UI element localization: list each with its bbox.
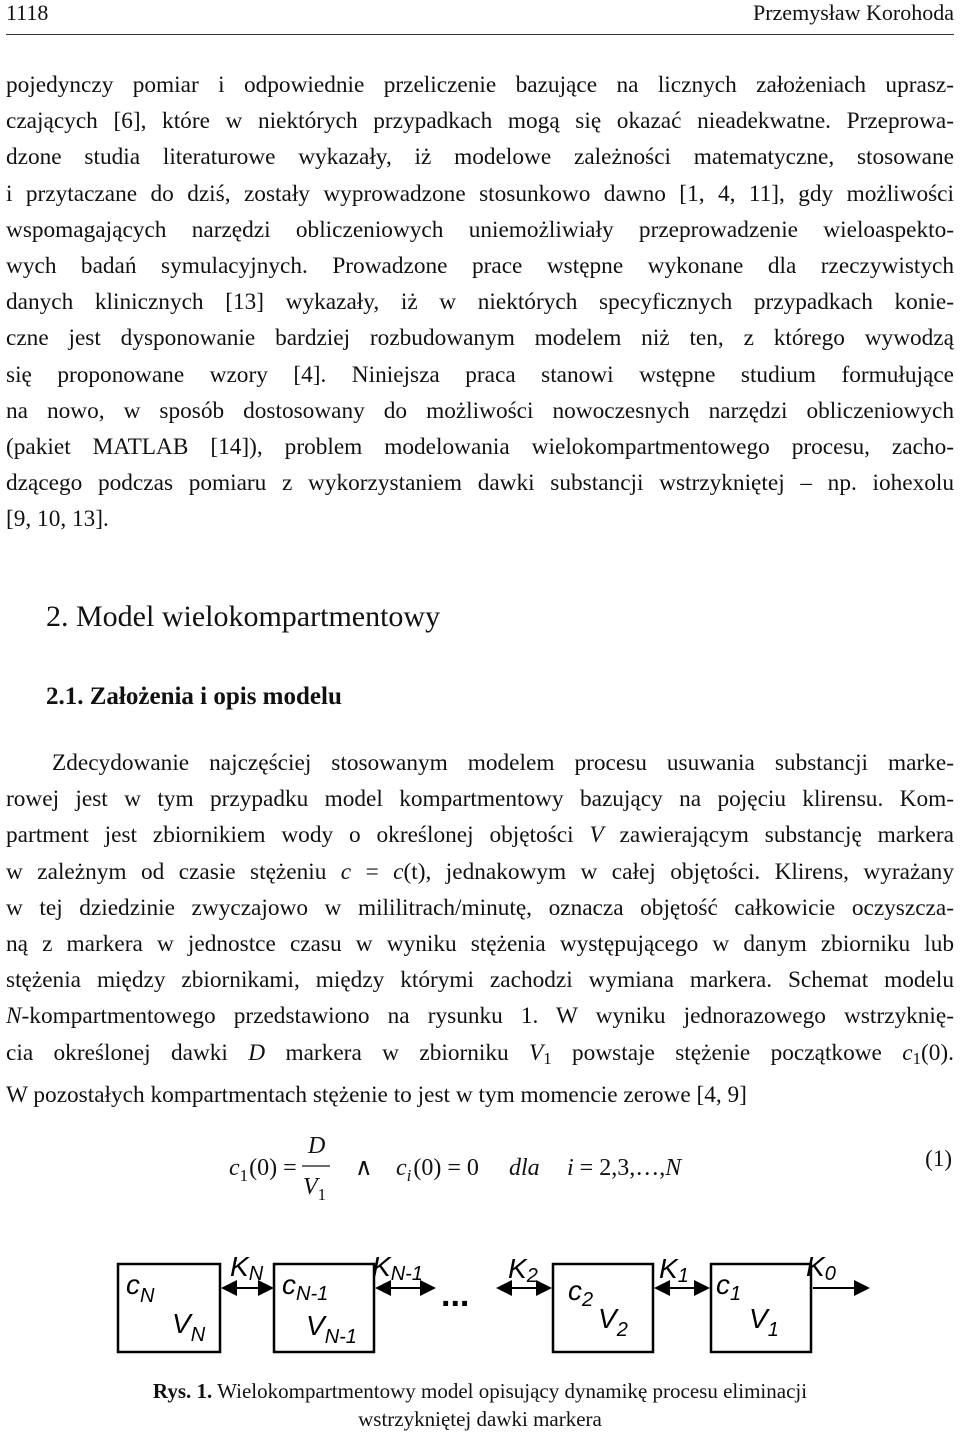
text-run: -kompartmentowego przedstawiono na rysunku 1. W wyniku jednorazowego wstrzyknię- (21, 1003, 954, 1030)
text-line: [9, 10, 13]. (6, 506, 109, 533)
model-description-paragraph (6, 745, 954, 1113)
label-main: K (230, 1251, 249, 1282)
caption-line (0, 1377, 960, 1405)
text-line: (pakiet MATLAB [14]), problem modelowania wielokompartmentowego procesu, zacho- (6, 434, 954, 461)
running-author: Przemysław Korohoda (752, 0, 954, 25)
label-main: K (806, 1251, 825, 1282)
text-run: = (351, 858, 394, 885)
text-line: danych klinicznych [13] wykazały, iż w niektórych specyficznych przypadkach konie- (6, 289, 954, 316)
label-sub: 2 (616, 1319, 628, 1341)
text-line: w tej dziedzinie zwyczajowo w mililitrach/minutę, oznacza objętość całkowicie oczyszcza- (6, 894, 954, 921)
concentration-label (282, 1269, 328, 1305)
eq-lhs (229, 1155, 297, 1185)
eq-i: i (567, 1155, 574, 1181)
flow-label (659, 1253, 689, 1287)
text-line (6, 854, 954, 890)
eq-denominator (303, 1174, 326, 1204)
eq-n: N (665, 1155, 682, 1181)
text-line: dzącego podczas pomiaru z wykorzystaniem dawki substancji wstrzykniętej – np. iohexolu (6, 470, 954, 497)
variable-c: c (393, 858, 404, 885)
variable-n: N (6, 1003, 22, 1030)
flow-label (508, 1253, 538, 1287)
label-main: K (372, 1251, 391, 1282)
eq-wedge: ∧ (355, 1155, 373, 1181)
subsection-heading: 2.1. Założenia i opis modelu (46, 683, 342, 710)
eq-arg: (0) = 0 (413, 1155, 479, 1181)
eq-v: V (303, 1174, 318, 1200)
eq-c: c (396, 1155, 407, 1181)
caption-text: Wielokompartmentowy model opisujący dynamikę procesu eliminacji (212, 1379, 808, 1403)
text-line (6, 817, 954, 853)
caption-line: wstrzykniętej dawki markera (358, 1407, 602, 1431)
text-line: stężenia między zbiornikami, między którymi zachodzi wymiana markera. Schemat modelu (6, 967, 954, 994)
text-run: powstaje stężenie początkowe (551, 1039, 903, 1066)
page-number: 1118 (6, 0, 49, 25)
eq-c: c (229, 1155, 240, 1181)
label-sub: N (248, 1263, 264, 1285)
flow-label (372, 1251, 423, 1285)
text-line (6, 1035, 954, 1077)
label-sub: N (140, 1285, 155, 1307)
flow-label (230, 1251, 264, 1285)
text-line: wspomagających narzędzi obliczeniowych uniemożliwiały przeprowadzenie wieloaspekto- (6, 216, 954, 243)
volume-label (749, 1303, 779, 1341)
text-run: cia określonej dawki (6, 1039, 249, 1066)
eq-range (567, 1155, 683, 1181)
subscript: 1 (543, 1048, 552, 1068)
text-line: Zdecydowanie najczęściej stosowanym modelem procesu usuwania substancji marke- (52, 750, 954, 776)
text-line: czających [6], które w niektórych przypadkach mogą się okazać nieadekwatne. Przeprowa- (6, 108, 954, 135)
label-main: c (282, 1269, 296, 1300)
volume-label (306, 1310, 357, 1348)
label-main: V (749, 1303, 768, 1334)
text-line: rowej jest w tym przypadku model kompartmentowy bazujący na pojęciu klirensu. Kom- (6, 786, 954, 813)
eq-sub: 1 (239, 1166, 249, 1185)
variable-d: D (248, 1039, 266, 1066)
concentration-label (126, 1269, 155, 1307)
variable-v: V (529, 1039, 544, 1066)
caption-label: Rys. 1. (152, 1379, 213, 1403)
section-heading: 2. Model wielokompartmentowy (46, 600, 441, 633)
text-line: na nowo, w sposób dostosowany do możliwości nowoczesnych narzędzi obliczeniowych (6, 397, 954, 424)
text-line: W pozostałych kompartmentach stężenie to jest w tym momencie zerowe [4, 9] (6, 1082, 747, 1109)
subscript: 1 (912, 1048, 921, 1068)
text-run: markera w zbiorniku (265, 1039, 530, 1066)
intro-paragraph (6, 67, 954, 538)
label-sub: N-1 (296, 1283, 329, 1305)
text-line (6, 998, 954, 1034)
eq-dla: dla (509, 1155, 540, 1181)
text-run: (0). (921, 1039, 954, 1066)
eq-range-values: = 2,3,…, (573, 1155, 666, 1181)
variable-c: c (340, 858, 352, 885)
eq-ci (396, 1155, 479, 1185)
text-line: ną z markera w jednostce czasu w wyniku stężenia występującego w danym zbiorniku lub (6, 931, 954, 958)
compartment-diagram (116, 1248, 876, 1358)
flow-label (806, 1251, 836, 1285)
label-main: V (598, 1303, 617, 1334)
eq-sub: i (406, 1166, 412, 1185)
text-run: (t) (403, 858, 426, 885)
label-main: K (659, 1253, 678, 1284)
page-header (6, 0, 954, 35)
label-sub: 1 (677, 1265, 689, 1287)
volume-label (598, 1303, 628, 1341)
variable-c: c (902, 1039, 913, 1066)
text-line: wych badań symulacyjnych. Prowadzone prace wstępne wykonane dla rzeczywistych (6, 253, 954, 280)
label-sub: 2 (526, 1265, 538, 1287)
label-main: c (716, 1269, 730, 1300)
text-line: się proponowane wzory [4]. Niniejsza praca stanowi wstępne studium formułujące (6, 361, 954, 388)
equation-1 (0, 1130, 960, 1210)
label-sub: 1 (767, 1319, 779, 1341)
label-main: c (126, 1269, 140, 1300)
text-run: zawierającym substancję markera (603, 822, 954, 849)
volume-label (172, 1308, 206, 1346)
figure-caption (0, 1377, 960, 1433)
label-main: c (568, 1275, 582, 1306)
label-main: V (172, 1308, 191, 1339)
eq-numerator: D (308, 1133, 326, 1159)
label-main: V (306, 1310, 325, 1341)
label-sub: 1 (730, 1283, 742, 1305)
concentration-label (716, 1269, 741, 1305)
text-line: czne jest dysponowanie bardziej rozbudowanym modelem niż ten, z którego wywodzą (6, 325, 954, 352)
text-run: w zależnym od czasie stężeniu (6, 858, 341, 885)
label-main: K (508, 1253, 527, 1284)
eq-sub: 1 (317, 1185, 327, 1204)
ellipsis: ... (441, 1276, 470, 1314)
text-line: dzone studia literaturowe wykazały, iż modelowe zależności matematyczne, stosowane (6, 144, 954, 171)
text-run: , jednakowym w całej objętości. Klirens, wyrażany (425, 858, 954, 885)
text-line: pojedynczy pomiar i odpowiednie przeliczenie bazujące na licznych założeniach uprasz- (6, 72, 954, 98)
eq-arg: (0) = (249, 1155, 297, 1181)
equation-number: (1) (925, 1146, 952, 1171)
text-line: i przytaczane do dziś, zostały wyprowadzone stosunkowo dawno [1, 4, 11], gdy możliwości (6, 180, 954, 207)
label-sub: 0 (824, 1263, 836, 1285)
label-sub: N (190, 1324, 206, 1346)
concentration-label (568, 1275, 593, 1311)
label-sub: N-1 (324, 1326, 357, 1348)
label-sub: 2 (582, 1289, 594, 1311)
variable-v: V (589, 822, 604, 849)
text-run: partment jest zbiornikiem wody o określonej objętości (6, 822, 590, 849)
label-sub: N-1 (390, 1263, 423, 1285)
